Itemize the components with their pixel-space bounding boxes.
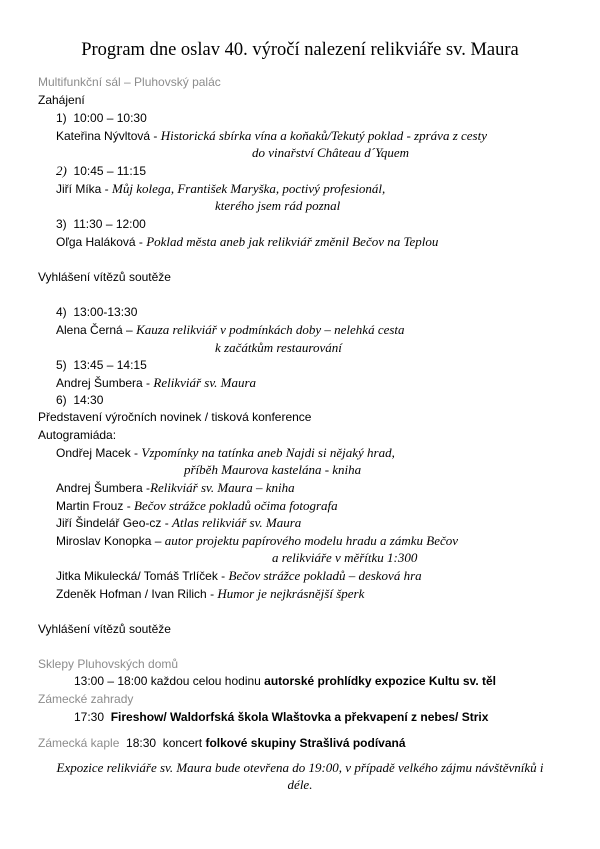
author-name: Martin Frouz [56,499,124,513]
separator: - [101,182,113,196]
author-name: Miroslav Konopka [56,534,152,548]
section-heading: Autogramiáda: [38,428,117,442]
time-range: 10:00 – 10:30 [73,111,147,125]
speaker-name: Andrej Šumbera [56,376,143,390]
page-title: Program dne oslav 40. výročí nalezení relikviáře sv. Maura [81,40,519,60]
book-title: Humor je nejkrásnější šperk [217,586,365,601]
separator: - [161,516,173,530]
event-line [38,735,406,751]
separator: – [122,323,137,337]
program-time [56,304,137,320]
book-title: autor projektu papírového modelu hradu a zámku Bečov [164,533,459,548]
separator: - [135,235,147,249]
separator: - [123,499,135,513]
separator: – [151,534,165,548]
venue-heading: Sklepy Pluhovských domů [38,657,179,671]
program-line [56,181,385,197]
event-title: autorské prohlídky expozice Kultu sv. těl [264,674,497,688]
book-title-continued: a relikviáře v měřítku 1:300 [272,550,418,565]
item-number: 6) [56,393,67,407]
program-line [56,375,256,391]
program-line [56,128,487,144]
venue-heading: Zámecké zahrady [38,692,134,706]
talk-title: Můj kolega, František Maryška, poctivý profesionál, [112,181,386,196]
item-number: 3) [56,217,67,231]
book-title: Relikviář sv. Maura – kniha [150,480,295,495]
speaker-name: Oľga Haláková [56,235,136,249]
talk-title-continued: kterého jsem rád poznal [215,198,341,213]
event-title: Fireshow/ Waldorfská škola Wlaštovka a překvapení z nebes/ Strix [110,710,489,724]
footer-note-continued: déle. [287,777,313,792]
item-number: 4) [56,305,67,319]
talk-title: Historická sbírka vína a koňaků/Tekutý poklad - zpráva z cesty [160,128,487,143]
author-name: Zdeněk Hofman / Ivan Rilich [56,587,207,601]
author-name: Jiří Šindelář Geo-cz [56,516,162,530]
item-number: 1) [56,111,67,125]
autogram-line [56,515,301,531]
item-number: 5) [56,358,67,372]
section-heading: Vyhlášení vítězů soutěže [38,622,171,636]
autogram-line [56,480,295,496]
event-line [74,673,496,689]
book-title: Bečov strážce pokladů očima fotografa [134,498,338,513]
event-note: každou celou hodinu [147,674,265,688]
talk-title-continued: do vinařství Château d´Yquem [252,145,410,160]
autogram-line [56,568,422,584]
author-name: Andrej Šumbera [56,481,143,495]
separator: - [130,446,142,460]
time-range: 13:00-13:30 [73,305,138,319]
time-range: 10:45 – 11:15 [73,164,147,178]
talk-title-continued: k začátkům restaurování [215,340,342,355]
section-heading: Vyhlášení vítězů soutěže [38,270,171,284]
book-title: Atlas relikviář sv. Maura [172,515,302,530]
speaker-name: Alena Černá [56,323,123,337]
program-line [56,322,405,338]
event-time: 18:30 [126,736,157,750]
section-heading: Představení výročních novinek / tisková konference [38,410,312,424]
separator: - [206,587,218,601]
book-title-continued: příběh Maurova kastelána - kniha [184,462,362,477]
event-time: 13:00 – 18:00 [74,674,148,688]
book-title: Vzpomínky na tatínka aneb Najdi si nějaký hrad, [141,445,395,460]
book-title: Bečov strážce pokladů – desková hra [228,568,422,583]
event-line [74,709,488,725]
autogram-line [56,533,458,549]
autogram-line [56,498,338,514]
author-name: Jitka Mikulecká/ Tomáš Trlíček [56,569,218,583]
venue-heading: Multifunkční sál – Pluhovský palác [38,75,221,89]
program-line [56,234,438,250]
event-title: folkové skupiny Strašlivá podívaná [205,736,406,750]
program-time [56,163,146,179]
item-number: 2) [56,163,67,178]
talk-title: Kauza relikviář v podmínkách doby – nelehká cesta [136,322,405,337]
time-range: 14:30 [73,393,104,407]
talk-title: Poklad města aneb jak relikviář změnil Bečov na Teplou [146,234,439,249]
section-heading: Zahájení [38,93,85,107]
separator: - [150,129,161,143]
autogram-line [56,586,364,602]
time-range: 11:30 – 12:00 [73,217,146,231]
author-name: Ondřej Macek [56,446,131,460]
event-note: koncert [162,736,203,750]
program-time [56,216,146,232]
separator: - [217,569,229,583]
program-time [56,357,147,373]
speaker-name: Jiří Míka [56,182,102,196]
separator: - [142,481,151,495]
program-time [56,392,103,408]
speaker-name: Kateřina Nývltová [56,129,151,143]
autogram-line [56,445,395,461]
venue-heading: Zámecká kaple [38,736,120,750]
footer-note: Expozice relikviáře sv. Maura bude otevřena do 19:00, v případě velkého zájmu návštěvníků i [56,760,544,775]
event-time: 17:30 [74,710,105,724]
separator: - [142,376,154,390]
talk-title: Relikviář sv. Maura [153,375,257,390]
time-range: 13:45 – 14:15 [73,358,147,372]
program-time [56,110,147,126]
